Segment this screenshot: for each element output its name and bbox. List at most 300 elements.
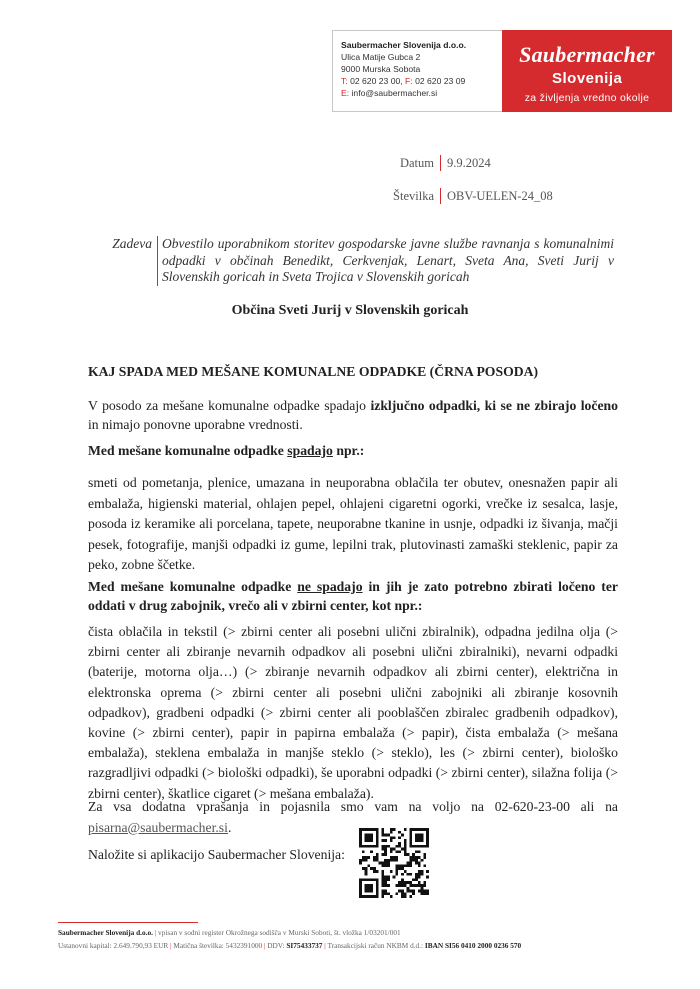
company-phones xyxy=(341,75,502,87)
qr-module xyxy=(426,876,429,879)
qr-module xyxy=(373,859,376,862)
qr-module xyxy=(412,890,415,893)
qr-module xyxy=(421,845,424,848)
qr-module xyxy=(384,864,387,867)
qr-module xyxy=(384,859,387,862)
contact-email-link[interactable]: pisarna@saubermacher.si xyxy=(88,819,228,835)
qr-module xyxy=(426,831,429,834)
qr-module xyxy=(398,842,401,845)
qr-module xyxy=(359,842,362,845)
qr-module xyxy=(418,884,421,887)
qr-module xyxy=(421,892,424,895)
qr-module xyxy=(395,850,398,853)
qr-module xyxy=(423,853,426,856)
qr-module xyxy=(426,892,429,895)
qr-module xyxy=(401,895,404,898)
qr-module xyxy=(370,839,373,842)
qr-module xyxy=(359,862,362,865)
qr-module xyxy=(426,842,429,845)
qr-module xyxy=(398,864,401,867)
belongs-list: smeti od pometanja, plenice, umazana in neuporabna oblačila ter obutev, onesnažen papir ali embalaža, higienski material, ohlajen pepel, ohlajeni cigaretni ogorki, vrečke iz sesalca, lasje, posoda iz keramike ali porcelana, tapete, neuporabne tkanine in usnje, odpadki iz šivanja, mačji pesek, fotografije, manjši odpadki iz gume, lepilni trak, plutovinasti zamaški steklenic, papir za peko, zobne ščetke. xyxy=(88,475,618,572)
qr-module xyxy=(409,828,412,831)
qr-module xyxy=(387,859,390,862)
qr-module xyxy=(376,831,379,834)
qr-module xyxy=(365,878,368,881)
qr-module xyxy=(409,859,412,862)
qr-module xyxy=(390,828,393,831)
qr-module xyxy=(373,878,376,881)
qr-module xyxy=(365,873,368,876)
qr-module xyxy=(387,834,390,837)
qr-module xyxy=(421,828,424,831)
qr-module xyxy=(365,867,368,870)
qr-module xyxy=(395,845,398,848)
date-value: 9.9.2024 xyxy=(447,156,491,170)
company-email-line xyxy=(341,87,502,99)
qr-module xyxy=(426,836,429,839)
qr-module xyxy=(412,856,415,859)
qr-module xyxy=(376,839,379,842)
qr-module xyxy=(421,836,424,839)
footer-vat-label: DDV: xyxy=(267,941,285,950)
qr-module xyxy=(404,892,407,895)
qr-module xyxy=(376,892,379,895)
qr-module xyxy=(359,892,362,895)
qr-module xyxy=(359,845,362,848)
qr-module xyxy=(423,864,426,867)
qr-module xyxy=(398,890,401,893)
qr-module xyxy=(373,867,376,870)
qr-module xyxy=(365,828,368,831)
qr-module xyxy=(376,834,379,837)
qr-module xyxy=(409,881,412,884)
qr-module xyxy=(381,831,384,834)
qr-module xyxy=(390,859,393,862)
qr-module xyxy=(421,834,424,837)
qr-module xyxy=(367,895,370,898)
qr-module xyxy=(359,881,362,884)
qr-module xyxy=(421,870,424,873)
qr-module xyxy=(384,845,387,848)
qr-module xyxy=(404,884,407,887)
intro-paragraph xyxy=(88,397,618,434)
qr-module xyxy=(415,839,418,842)
section-heading: KAJ SPADA MED MEŠANE KOMUNALNE ODPADKE (ČRNA POSODA) xyxy=(88,364,539,379)
qr-module xyxy=(398,845,401,848)
qr-module xyxy=(412,892,415,895)
qr-module xyxy=(401,867,404,870)
qr-module xyxy=(390,848,393,851)
qr-module xyxy=(415,856,418,859)
qr-module xyxy=(418,856,421,859)
fax-number: 02 620 23 09 xyxy=(415,76,466,86)
qr-module xyxy=(412,859,415,862)
qr-module xyxy=(381,834,384,837)
qr-module xyxy=(398,836,401,839)
qr-module xyxy=(376,895,379,898)
qr-module xyxy=(401,878,404,881)
qr-module xyxy=(418,881,421,884)
qr-module xyxy=(423,890,426,893)
contact-paragraph xyxy=(88,797,618,838)
qr-module xyxy=(412,845,415,848)
qr-module xyxy=(373,895,376,898)
company-email: info@saubermacher.si xyxy=(351,88,438,98)
qr-module xyxy=(401,892,404,895)
qr-module xyxy=(370,867,373,870)
qr-module xyxy=(359,884,362,887)
qr-module xyxy=(401,864,404,867)
qr-module xyxy=(362,878,365,881)
qr-module xyxy=(393,876,396,879)
qr-module xyxy=(384,884,387,887)
qr-module xyxy=(373,870,376,873)
qr-module xyxy=(370,884,373,887)
qr-module xyxy=(381,876,384,879)
qr-module xyxy=(404,848,407,851)
qr-module xyxy=(384,834,387,837)
qr-module xyxy=(387,864,390,867)
email-label: E: xyxy=(341,88,350,98)
not-belongs-title-after: in jih je zato potrebno zbirati ločeno ter oddati v drug zabojnik, vrečo ali v zbirni center, kot npr.: xyxy=(88,579,619,613)
qr-module xyxy=(418,828,421,831)
qr-module xyxy=(409,856,412,859)
qr-module xyxy=(393,836,396,839)
phone-label: T: xyxy=(341,76,348,86)
qr-module xyxy=(384,878,387,881)
qr-module xyxy=(415,845,418,848)
qr-module xyxy=(359,834,362,837)
qr-module xyxy=(418,890,421,893)
qr-module xyxy=(387,845,390,848)
qr-module xyxy=(370,836,373,839)
belongs-title xyxy=(88,442,618,461)
footer-register: vpisan v sodni register Okrožnega sodišča v Murski Soboti, št. vložka 1/03201/001 xyxy=(158,928,401,937)
footer-vat: SI75433737 xyxy=(286,941,323,950)
qr-module xyxy=(367,845,370,848)
qr-module xyxy=(359,859,362,862)
qr-module xyxy=(426,870,429,873)
footer-capital: Ustanovni kapital: 2.649.790,93 EUR xyxy=(58,941,169,950)
qr-module xyxy=(409,895,412,898)
qr-module xyxy=(370,890,373,893)
qr-module xyxy=(409,862,412,865)
qr-module xyxy=(365,836,368,839)
qr-module xyxy=(412,884,415,887)
qr-module xyxy=(401,890,404,893)
company-city: 9000 Murska Sobota xyxy=(341,64,421,74)
qr-module xyxy=(395,856,398,859)
qr-module xyxy=(362,895,365,898)
qr-module xyxy=(376,878,379,881)
app-prompt: Naložite si aplikacijo Saubermacher Slovenija: xyxy=(88,847,345,862)
qr-module xyxy=(367,864,370,867)
qr-module xyxy=(418,873,421,876)
qr-module xyxy=(409,836,412,839)
qr-module xyxy=(362,859,365,862)
qr-module xyxy=(381,845,384,848)
qr-module xyxy=(359,839,362,842)
qr-module xyxy=(381,892,384,895)
qr-module xyxy=(407,881,410,884)
qr-module xyxy=(376,884,379,887)
qr-module xyxy=(381,881,384,884)
qr-module xyxy=(381,878,384,881)
fax-label: F: xyxy=(405,76,413,86)
qr-module xyxy=(362,845,365,848)
qr-module xyxy=(415,884,418,887)
qr-module xyxy=(398,850,401,853)
not-belongs-title-underlined: ne spadajo xyxy=(297,579,363,594)
qr-module xyxy=(384,890,387,893)
belongs-title-before: Med mešane komunalne odpadke xyxy=(88,443,288,458)
qr-module xyxy=(367,836,370,839)
qr-module xyxy=(418,845,421,848)
qr-module xyxy=(398,881,401,884)
qr-module xyxy=(409,864,412,867)
qr-module xyxy=(359,831,362,834)
subject-text: Obvestilo uporabnikom storitev gospodarske javne službe ravnanja s komunalnimi odpadki v občinah Benedikt, Cerkvenjak, Lenart, Sveta Ana, Sveti Jurij v Slovenskih goricah in Sveta Trojica v Slovenskih goricah xyxy=(162,236,614,284)
qr-module xyxy=(359,887,362,890)
qr-module xyxy=(415,862,418,865)
qr-module xyxy=(426,834,429,837)
qr-module xyxy=(384,853,387,856)
qr-module xyxy=(376,856,379,859)
qr-module xyxy=(359,836,362,839)
qr-module xyxy=(401,873,404,876)
qr-module xyxy=(376,836,379,839)
footer-company: Saubermacher Slovenija d.o.o. xyxy=(58,928,153,937)
qr-module xyxy=(409,839,412,842)
qr-module xyxy=(393,856,396,859)
qr-module xyxy=(404,853,407,856)
qr-module xyxy=(384,892,387,895)
footer-reg-no: Matična številka: 5432391000 xyxy=(173,941,263,950)
qr-module xyxy=(384,862,387,865)
footer-line-1: Saubermacher Slovenija d.o.o. | vpisan v sodni register Okrožnega sodišča v Murski Soboti, št. vložka 1/03201/001 xyxy=(58,928,401,937)
qr-module xyxy=(421,884,424,887)
qr-module xyxy=(415,878,418,881)
qr-module xyxy=(407,887,410,890)
qr-module xyxy=(384,881,387,884)
qr-module xyxy=(359,895,362,898)
qr-module xyxy=(418,876,421,879)
qr-module xyxy=(409,890,412,893)
qr-module xyxy=(381,895,384,898)
qr-module xyxy=(387,884,390,887)
qr-module xyxy=(421,859,424,862)
qr-module xyxy=(407,890,410,893)
qr-module xyxy=(395,884,398,887)
qr-module xyxy=(426,828,429,831)
qr-module xyxy=(423,856,426,859)
qr-module xyxy=(365,884,368,887)
qr-module xyxy=(365,887,368,890)
app-qr-code[interactable] xyxy=(359,828,429,898)
qr-module xyxy=(423,892,426,895)
not-belongs-title xyxy=(88,577,618,615)
qr-module xyxy=(365,859,368,862)
not-belongs-title-before: Med mešane komunalne odpadke xyxy=(88,579,298,594)
qr-module xyxy=(409,834,412,837)
qr-module xyxy=(390,831,393,834)
qr-module xyxy=(381,870,384,873)
qr-module xyxy=(370,834,373,837)
qr-module xyxy=(384,848,387,851)
qr-module xyxy=(418,839,421,842)
footer-iban: IBAN SI56 0410 2000 0236 570 xyxy=(424,941,522,950)
qr-module xyxy=(401,881,404,884)
number-separator xyxy=(440,188,441,204)
qr-module xyxy=(423,845,426,848)
qr-module xyxy=(395,859,398,862)
qr-module xyxy=(373,845,376,848)
footer-line-2: Ustanovni kapital: 2.649.790,93 EUR | Matična številka: 5432391000 | DDV: SI75433737 | Transakcijski račun NKBM d.d.: IBAN SI56 0410 2000 0236 570 xyxy=(58,941,522,950)
qr-module xyxy=(404,870,407,873)
qr-module xyxy=(395,864,398,867)
not-belongs-list: čista oblačila in tekstil (> zbirni center ali posebni ulični zbiralnik), odpadna jedilna olja (> zbirni center ali zbiranje nevarnih odpadkov ali posebni ulični zbiralniki), nevarni odpadki (baterije, motorna olja…) (> zbiranje nevarnih odpadkov ali zbirni center), električna in elektronska oprema (> zbirni center ali posebni ulični zabojniki ali zbiranje kosovnih odpadkov), gradbeni odpadki (> zbirni center ali pooblaščen zbiralec gradbenih odpadkov), kovine (> zbirni center), papir in papirna embalaža (> papir), čista embalaža (> mešana embalaža), steklena embalaža in manjše steklo (> steklo), les (> zbirni center), biološko razgradljivi odpadki (> biološki odpadki), še uporabni odpadki (> zbirni center), silažna folija (> zbirni center), škatlice cigaret (> mešana embalaža). xyxy=(88,624,618,801)
qr-module xyxy=(404,839,407,842)
qr-module xyxy=(404,864,407,867)
qr-module xyxy=(373,828,376,831)
contact-after: . xyxy=(227,819,232,835)
qr-module xyxy=(421,890,424,893)
qr-module xyxy=(376,887,379,890)
qr-module xyxy=(381,862,384,865)
qr-module xyxy=(381,890,384,893)
qr-module xyxy=(423,828,426,831)
qr-module xyxy=(362,828,365,831)
qr-module xyxy=(418,870,421,873)
qr-module xyxy=(365,834,368,837)
brand-tagline: za življenja vredno okolje xyxy=(524,92,650,104)
qr-module xyxy=(415,836,418,839)
qr-module xyxy=(376,853,379,856)
municipality-title: Občina Sveti Jurij v Slovenskih goricah xyxy=(231,303,469,318)
qr-module xyxy=(401,884,404,887)
qr-module xyxy=(409,884,412,887)
qr-module xyxy=(381,864,384,867)
belongs-title-underlined: spadajo xyxy=(287,443,333,458)
qr-module xyxy=(390,870,393,873)
qr-module xyxy=(404,850,407,853)
qr-module xyxy=(395,867,398,870)
qr-module xyxy=(376,881,379,884)
qr-module xyxy=(426,890,429,893)
qr-module xyxy=(418,834,421,837)
qr-module xyxy=(390,839,393,842)
qr-module xyxy=(367,890,370,893)
subject-label: Zadeva xyxy=(112,236,152,251)
qr-module xyxy=(415,828,418,831)
qr-module xyxy=(367,834,370,837)
qr-module xyxy=(373,856,376,859)
qr-module xyxy=(376,842,379,845)
phone-number: 02 620 23 00, xyxy=(350,76,403,86)
qr-module xyxy=(409,831,412,834)
qr-module xyxy=(390,850,393,853)
qr-module xyxy=(384,850,387,853)
qr-module xyxy=(418,836,421,839)
brand-logo-block xyxy=(502,30,672,112)
qr-module xyxy=(376,828,379,831)
qr-module xyxy=(404,895,407,898)
qr-module xyxy=(421,839,424,842)
footer-divider xyxy=(58,922,198,923)
qr-module xyxy=(365,890,368,893)
qr-module xyxy=(367,839,370,842)
qr-module xyxy=(398,867,401,870)
number-value: OBV-UELEN-24_08 xyxy=(447,189,553,203)
qr-module xyxy=(362,850,365,853)
qr-module xyxy=(404,842,407,845)
qr-module xyxy=(393,848,396,851)
qr-module xyxy=(359,828,362,831)
qr-module xyxy=(359,890,362,893)
qr-module xyxy=(395,873,398,876)
qr-module xyxy=(367,856,370,859)
qr-module xyxy=(418,850,421,853)
qr-module xyxy=(415,873,418,876)
qr-module xyxy=(381,853,384,856)
qr-module xyxy=(418,864,421,867)
qr-module xyxy=(404,845,407,848)
qr-module xyxy=(415,834,418,837)
company-name: Saubermacher Slovenija d.o.o. xyxy=(341,40,467,50)
qr-module xyxy=(421,873,424,876)
qr-module xyxy=(370,895,373,898)
qr-module xyxy=(421,887,424,890)
qr-module xyxy=(384,876,387,879)
qr-module xyxy=(412,853,415,856)
qr-module xyxy=(415,850,418,853)
qr-module xyxy=(407,862,410,865)
qr-module xyxy=(390,856,393,859)
qr-module xyxy=(365,839,368,842)
qr-module xyxy=(415,876,418,879)
intro-text-bold: izključno odpadki, ki se ne zbirajo ločeno xyxy=(370,398,618,413)
qr-module xyxy=(365,856,368,859)
qr-module xyxy=(381,839,384,842)
qr-module xyxy=(362,856,365,859)
qr-module xyxy=(426,845,429,848)
qr-module xyxy=(381,884,384,887)
qr-module xyxy=(387,892,390,895)
qr-module xyxy=(381,848,384,851)
qr-module xyxy=(404,828,407,831)
qr-module xyxy=(367,884,370,887)
qr-module xyxy=(423,881,426,884)
qr-module xyxy=(415,859,418,862)
qr-module xyxy=(395,892,398,895)
qr-module xyxy=(407,873,410,876)
date-separator xyxy=(440,155,441,171)
company-street: Ulica Matije Gubca 2 xyxy=(341,52,421,62)
qr-module xyxy=(401,848,404,851)
qr-module xyxy=(409,873,412,876)
date-label: Datum xyxy=(399,156,434,170)
qr-module xyxy=(390,836,393,839)
intro-text-after: in nimajo ponovne uporabne vrednosti. xyxy=(88,416,303,432)
qr-module xyxy=(381,828,384,831)
footer-iban-label: Transakcijski račun NKBM d.d.: xyxy=(327,941,424,950)
qr-module xyxy=(367,878,370,881)
brand-logo: Saubermacher xyxy=(519,42,655,67)
subject-separator xyxy=(157,236,158,286)
qr-module xyxy=(387,862,390,865)
qr-module xyxy=(387,878,390,881)
qr-module xyxy=(423,884,426,887)
